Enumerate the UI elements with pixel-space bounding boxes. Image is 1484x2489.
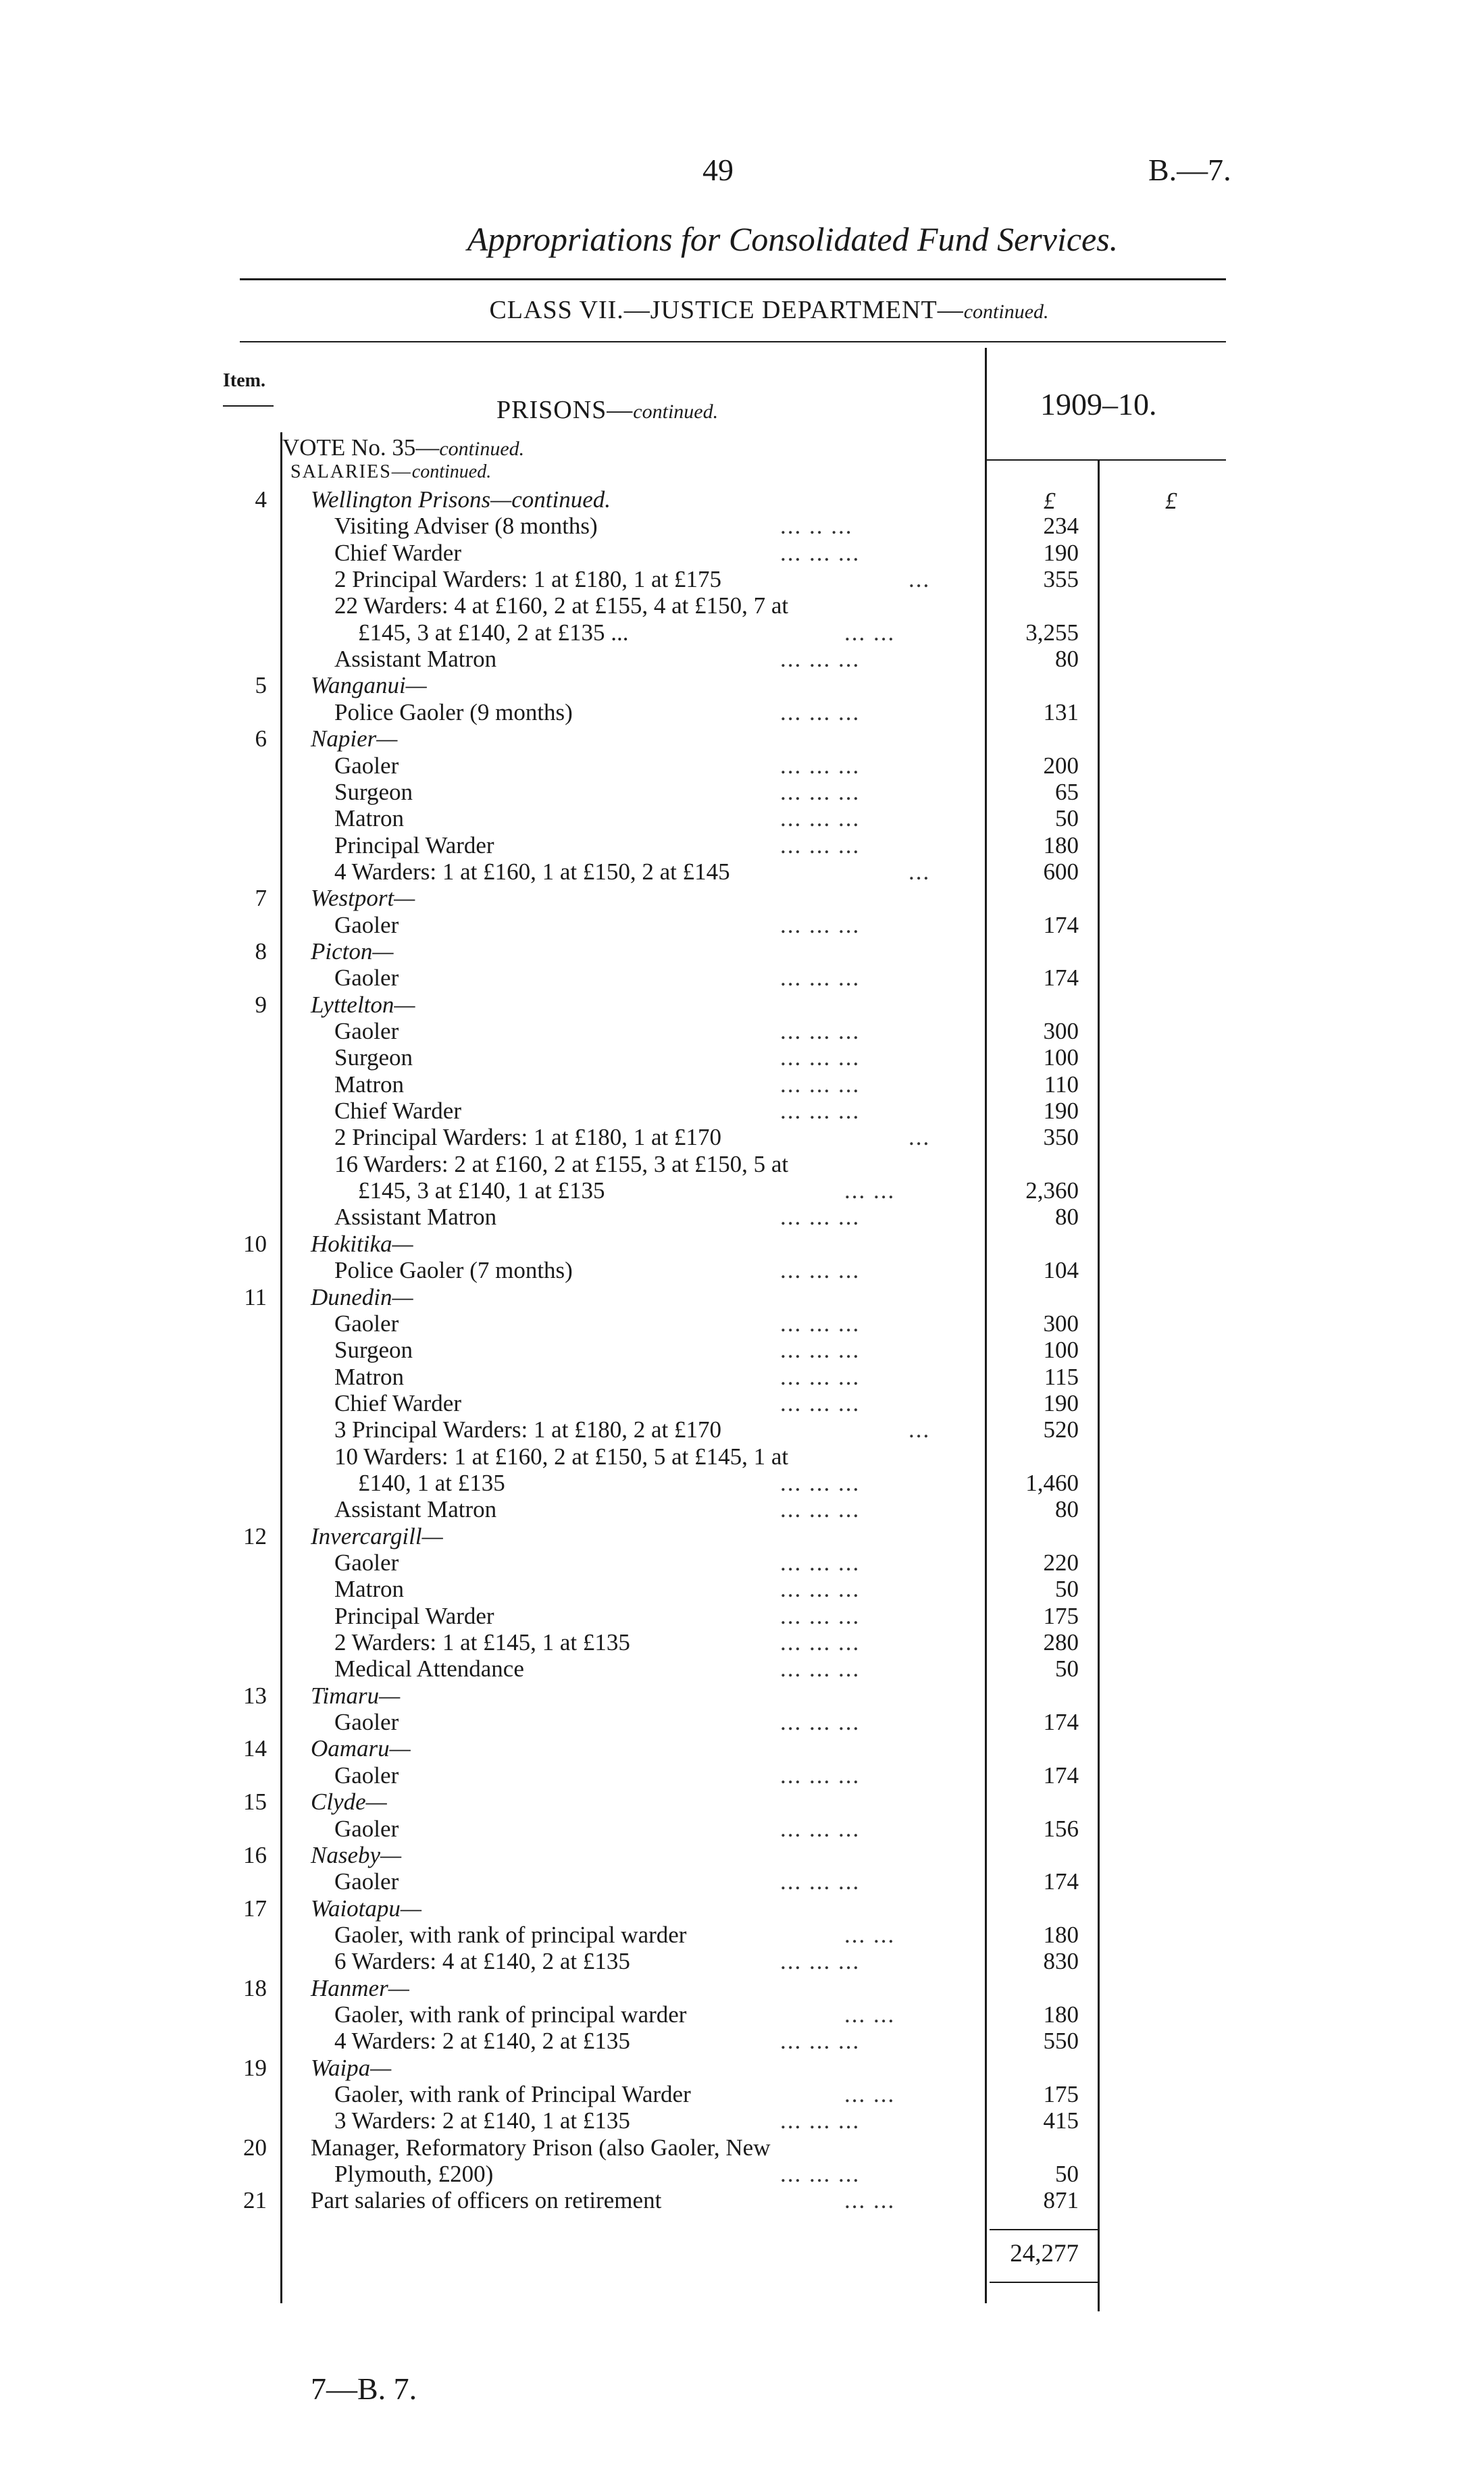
leader-dots: ... .. ...: [780, 513, 853, 540]
total-rule-bottom: [990, 2282, 1098, 2283]
item-number: 19: [243, 2054, 267, 2081]
prison-heading: Napier—: [311, 725, 398, 752]
leader-dots: ... ...: [844, 2001, 896, 2028]
table-row: [0, 1284, 1484, 1311]
header-rule-bottom: [240, 341, 1226, 342]
table-row: [0, 540, 1484, 567]
prison-heading: Hokitika—: [311, 1230, 413, 1257]
item-column-header: Item.: [223, 370, 265, 391]
line-description: Police Gaoler (9 months): [334, 698, 573, 725]
table-row: [0, 1868, 1484, 1895]
line-description: Gaoler, with rank of principal warder: [334, 1921, 687, 1948]
leader-dots: ... ... ...: [780, 831, 861, 858]
item-number: 11: [244, 1283, 267, 1310]
amount: 830: [1043, 1948, 1079, 1975]
amount: 80: [1055, 1496, 1079, 1523]
prison-heading: Picton—: [311, 938, 394, 965]
amount: 100: [1043, 1337, 1079, 1364]
table-row: [0, 1816, 1484, 1843]
leader-dots: ... ... ...: [780, 1868, 861, 1895]
section-heading-text: PRISONS—: [496, 396, 634, 424]
table-row: [0, 938, 1484, 965]
line-description: Matron: [334, 1071, 405, 1098]
line-description: £140, 1 at £135: [358, 1469, 505, 1496]
table-row: [0, 619, 1484, 646]
table-row: [0, 1337, 1484, 1364]
table-row: [0, 2001, 1484, 2028]
amount: 50: [1055, 805, 1079, 832]
table-row: [0, 1603, 1484, 1630]
table-row: [0, 725, 1484, 752]
line-description: 3 Warders: 2 at £140, 1 at £135: [334, 2107, 630, 2134]
amount: 2,360: [1025, 1177, 1079, 1204]
line-description: Gaoler: [334, 1709, 399, 1736]
amount: 600: [1043, 858, 1079, 885]
item-number: 5: [255, 672, 267, 699]
leader-dots: ... ... ...: [780, 2107, 861, 2134]
leader-dots: ... ... ...: [780, 1549, 861, 1576]
leader-dots: ... ... ...: [780, 805, 861, 832]
item-number: 9: [255, 991, 267, 1018]
prison-heading: Timaru—: [311, 1682, 401, 1709]
leader-dots: ... ...: [844, 2081, 896, 2107]
amount: 415: [1043, 2107, 1079, 2134]
leader-dots: ... ... ...: [780, 539, 861, 566]
table-row: [0, 992, 1484, 1019]
table-row: [0, 646, 1484, 673]
class-heading-text: CLASS VII.—JUSTICE DEPARTMENT—: [489, 296, 964, 324]
table-row: [0, 1735, 1484, 1762]
line-description: Matron: [334, 805, 405, 832]
table-row: [0, 1470, 1484, 1497]
leader-dots: ... ... ...: [780, 1071, 861, 1098]
item-number: 18: [243, 1974, 267, 2001]
table-row: [0, 1842, 1484, 1869]
salaries-label-continued: continued.: [411, 461, 492, 482]
table-row: [0, 2081, 1484, 2108]
table-row: [0, 805, 1484, 832]
table-row: [0, 1257, 1484, 1284]
line-description: Chief Warder: [334, 1098, 461, 1125]
leader-dots: ... ... ...: [780, 1389, 861, 1416]
line-description: 6 Warders: 4 at £140, 2 at £135: [334, 1948, 630, 1975]
leader-dots: ... ...: [844, 1177, 896, 1204]
prison-heading: Clyde—: [311, 1789, 387, 1816]
leader-dots: ... ... ...: [780, 1337, 861, 1364]
vote-label: [282, 434, 524, 461]
table-row: [0, 699, 1484, 726]
prison-heading: Waiotapu—: [311, 1895, 422, 1922]
amount: 80: [1055, 646, 1079, 673]
line-description: Assistant Matron: [334, 1204, 497, 1231]
amount: 174: [1043, 1709, 1079, 1736]
amount: 550: [1043, 2028, 1079, 2055]
table-row: [0, 1523, 1484, 1550]
year-header-underline: [986, 459, 1226, 461]
section-heading: [496, 395, 718, 425]
amount: 234: [1043, 513, 1079, 540]
item-number: 10: [243, 1230, 267, 1257]
prison-heading: Hanmer—: [311, 1974, 409, 2001]
page-footer: 7—B. 7.: [311, 2371, 417, 2406]
table-row: [0, 1656, 1484, 1683]
total-rule-top: [990, 2229, 1098, 2230]
item-number: 21: [243, 2187, 267, 2214]
page-title: Appropriations for Consolidated Fund Services.: [467, 220, 1119, 258]
line-description: Medical Attendance: [334, 1656, 524, 1683]
line-description: Gaoler: [334, 911, 399, 938]
amount: 300: [1043, 1310, 1079, 1337]
item-number: 16: [243, 1841, 267, 1868]
prison-heading: Oamaru—: [311, 1735, 411, 1762]
table-row: [0, 1071, 1484, 1098]
table-row: [0, 1151, 1484, 1178]
amount: 104: [1043, 1257, 1079, 1284]
leader-dots: ... ... ...: [780, 1469, 861, 1496]
table-row: [0, 965, 1484, 992]
leader-dots: ... ... ...: [780, 1762, 861, 1789]
amount: 190: [1043, 1098, 1079, 1125]
leader-dots: ... ... ...: [780, 1815, 861, 1842]
item-number: 20: [243, 2134, 267, 2161]
amount: 50: [1055, 1656, 1079, 1683]
prison-heading: Wanganui—: [311, 672, 427, 699]
line-description: Matron: [334, 1363, 405, 1390]
amount: 520: [1043, 1416, 1079, 1443]
table-row: [0, 1390, 1484, 1417]
table-row: [0, 1895, 1484, 1922]
table-row: [0, 1789, 1484, 1816]
table-row: [0, 752, 1484, 779]
prison-heading: Westport—: [311, 885, 415, 912]
amount: 180: [1043, 2001, 1079, 2028]
item-number: 6: [255, 725, 267, 752]
line-description: Principal Warder: [334, 831, 494, 858]
prison-heading: Dunedin—: [311, 1283, 413, 1310]
leader-dots: ... ... ...: [780, 1018, 861, 1044]
line-description: Gaoler: [334, 1310, 399, 1337]
amount: 131: [1043, 698, 1079, 725]
leader-dots: ... ... ...: [780, 1044, 861, 1071]
amount: 175: [1043, 2081, 1079, 2107]
table-row: [0, 2187, 1484, 2214]
amount: 1,460: [1025, 1469, 1079, 1496]
table-row: [0, 912, 1484, 939]
leader-dots: ...: [909, 1124, 931, 1151]
amount: 871: [1043, 2187, 1079, 2214]
line-description: 4 Warders: 2 at £140, 2 at £135: [334, 2028, 630, 2055]
class-heading-continued: continued.: [963, 301, 1049, 323]
line-description: 10 Warders: 1 at £160, 2 at £150, 5 at £145, 1 at: [334, 1443, 789, 1470]
line-description: Chief Warder: [334, 539, 461, 566]
table-row: [0, 592, 1484, 619]
vote-label-text: VOTE No. 35—: [282, 434, 440, 461]
prison-heading: Naseby—: [311, 1841, 402, 1868]
leader-dots: ... ... ...: [780, 1576, 861, 1603]
amount: 180: [1043, 1921, 1079, 1948]
leader-dots: ... ... ...: [780, 1629, 861, 1656]
leader-dots: ... ... ...: [780, 911, 861, 938]
item-number: 7: [255, 885, 267, 912]
line-description: Gaoler, with rank of principal warder: [334, 2001, 687, 2028]
leader-dots: ... ... ...: [780, 1363, 861, 1390]
table-row: [0, 1576, 1484, 1603]
vote-label-continued: continued.: [439, 438, 525, 460]
leader-dots: ... ... ...: [780, 1948, 861, 1975]
line-description: Gaoler, with rank of Principal Warder: [334, 2081, 691, 2107]
leader-dots: ... ... ...: [780, 698, 861, 725]
line-description: Gaoler: [334, 1868, 399, 1895]
line-description: Assistant Matron: [334, 646, 497, 673]
leader-dots: ... ... ...: [780, 1602, 861, 1629]
table-row: [0, 1496, 1484, 1523]
line-description: 2 Warders: 1 at £145, 1 at £135: [334, 1629, 630, 1656]
year-column-header: 1909–10.: [1040, 387, 1157, 421]
leader-dots: ... ... ...: [780, 752, 861, 779]
table-row: [0, 858, 1484, 886]
salaries-label-text: SALARIES—: [290, 461, 412, 482]
leader-dots: ... ... ...: [780, 778, 861, 805]
table-row: [0, 1018, 1484, 1045]
amount: 50: [1055, 1576, 1079, 1603]
item-number: 4: [255, 486, 267, 513]
table-row: [0, 1762, 1484, 1789]
header-rule-top: [240, 278, 1226, 280]
line-description: 2 Principal Warders: 1 at £180, 1 at £175: [334, 566, 721, 593]
table-row: [0, 1948, 1484, 1975]
table-row: [0, 1098, 1484, 1125]
line-description: Gaoler: [334, 1018, 399, 1044]
leader-dots: ... ...: [844, 1921, 896, 1948]
table-row: [0, 832, 1484, 859]
table-row: [0, 1364, 1484, 1391]
table-row: [0, 1443, 1484, 1470]
amount: 190: [1043, 539, 1079, 566]
amount: 3,255: [1025, 619, 1079, 646]
table-row: [0, 885, 1484, 912]
amount: 175: [1043, 1602, 1079, 1629]
table-row: [0, 513, 1484, 540]
amount: 355: [1043, 566, 1079, 593]
table-row: [0, 486, 1484, 513]
leader-dots: ... ... ...: [780, 965, 861, 992]
item-number: 8: [255, 938, 267, 965]
line-description: Gaoler: [334, 1815, 399, 1842]
leader-dots: ... ... ...: [780, 1496, 861, 1523]
item-number: 15: [243, 1789, 267, 1816]
amount: 50: [1055, 2161, 1079, 2188]
leader-dots: ...: [909, 858, 931, 885]
amount: 190: [1043, 1389, 1079, 1416]
line-description: 16 Warders: 2 at £160, 2 at £155, 3 at £150, 5 at: [334, 1150, 789, 1177]
line-description: 2 Principal Warders: 1 at £180, 1 at £170: [334, 1124, 721, 1151]
line-description: Surgeon: [334, 1044, 413, 1071]
line-description: £145, 3 at £140, 2 at £135 ...: [358, 619, 629, 646]
page-number: 49: [702, 153, 734, 187]
leader-dots: ...: [909, 566, 931, 593]
line-description: Plymouth, £200): [334, 2161, 494, 2188]
leader-dots: ...: [909, 1416, 931, 1443]
leader-dots: ... ... ...: [780, 1656, 861, 1683]
leader-dots: ... ... ...: [780, 646, 861, 673]
line-description: Police Gaoler (7 months): [334, 1257, 573, 1284]
item-number: 12: [243, 1522, 267, 1549]
leader-dots: ... ... ...: [780, 1204, 861, 1231]
line-description: 22 Warders: 4 at £160, 2 at £155, 4 at £150, 7 at: [334, 592, 789, 619]
line-description: 3 Principal Warders: 1 at £180, 2 at £170: [334, 1416, 721, 1443]
table-row: [0, 2107, 1484, 2134]
prison-heading: Waipa—: [311, 2054, 392, 2081]
line-description: Surgeon: [334, 778, 413, 805]
table-row: [0, 672, 1484, 699]
amount: 65: [1055, 778, 1079, 805]
amount: 220: [1043, 1549, 1079, 1576]
item-number: 14: [243, 1735, 267, 1762]
line-description: Gaoler: [334, 1762, 399, 1789]
line-description: Part salaries of officers on retirement: [311, 2187, 662, 2214]
leader-dots: ... ... ...: [780, 1310, 861, 1337]
item-header-underline: [223, 405, 274, 407]
amount: 280: [1043, 1629, 1079, 1656]
amount: 300: [1043, 1018, 1079, 1044]
pound-sign-right: £: [1165, 488, 1177, 514]
amount: 174: [1043, 1868, 1079, 1895]
table-row: [0, 1231, 1484, 1258]
line-description: Principal Warder: [334, 1602, 494, 1629]
table-row: [0, 2055, 1484, 2082]
amount: 174: [1043, 1762, 1079, 1789]
table-row: [0, 566, 1484, 593]
table-row: [0, 1683, 1484, 1710]
leader-dots: ... ...: [844, 619, 896, 646]
table-row: [0, 1177, 1484, 1204]
table-row: [0, 1044, 1484, 1071]
item-number: 13: [243, 1682, 267, 1709]
leader-dots: ... ... ...: [780, 1257, 861, 1284]
table-row: [0, 1629, 1484, 1656]
prison-heading: Lyttelton—: [311, 991, 415, 1018]
leader-dots: ... ... ...: [780, 1098, 861, 1125]
pound-sign-left: £: [1044, 488, 1056, 514]
total-amount: 24,277: [1010, 2240, 1079, 2267]
table-row: [0, 1416, 1484, 1443]
amount: 110: [1044, 1071, 1079, 1098]
table-row: [0, 1922, 1484, 1949]
line-description: 4 Warders: 1 at £160, 1 at £150, 2 at £145: [334, 858, 730, 885]
amount: 174: [1043, 911, 1079, 938]
table-row: [0, 1204, 1484, 1231]
amount: 115: [1044, 1363, 1079, 1390]
line-description: Gaoler: [334, 752, 399, 779]
table-row: [0, 1549, 1484, 1576]
table-row: [0, 2028, 1484, 2055]
prison-heading: Invercargill—: [311, 1522, 443, 1549]
amount: 180: [1043, 831, 1079, 858]
table-row: [0, 2134, 1484, 2161]
table-row: [0, 1124, 1484, 1151]
section-heading-continued: continued.: [633, 401, 719, 423]
salaries-label: [290, 461, 491, 483]
table-row: [0, 1310, 1484, 1337]
line-description: Visiting Adviser (8 months): [334, 513, 598, 540]
amount: 350: [1043, 1124, 1079, 1151]
table-row: [0, 1709, 1484, 1736]
table-row: [0, 779, 1484, 806]
table-row: [0, 1975, 1484, 2002]
line-description: £145, 3 at £140, 1 at £135: [358, 1177, 605, 1204]
amount: 174: [1043, 965, 1079, 992]
line-description: Chief Warder: [334, 1389, 461, 1416]
amount: 80: [1055, 1204, 1079, 1231]
document-reference: B.—7.: [1148, 153, 1231, 187]
line-description: Gaoler: [334, 1549, 399, 1576]
prison-heading: Wellington Prisons—continued.: [311, 486, 611, 513]
table-row: [0, 2161, 1484, 2188]
line-description: Matron: [334, 1576, 405, 1603]
amount: 100: [1043, 1044, 1079, 1071]
leader-dots: ... ... ...: [780, 2028, 861, 2055]
leader-dots: ... ...: [844, 2187, 896, 2214]
line-description: Assistant Matron: [334, 1496, 497, 1523]
amount: 156: [1043, 1815, 1079, 1842]
line-description: Manager, Reformatory Prison (also Gaoler, New: [311, 2134, 771, 2161]
leader-dots: ... ... ...: [780, 2161, 861, 2188]
line-description: Gaoler: [334, 965, 399, 992]
class-heading: [0, 295, 1484, 325]
line-description: Surgeon: [334, 1337, 413, 1364]
leader-dots: ... ... ...: [780, 1709, 861, 1736]
amount: 200: [1043, 752, 1079, 779]
item-number: 17: [243, 1895, 267, 1922]
